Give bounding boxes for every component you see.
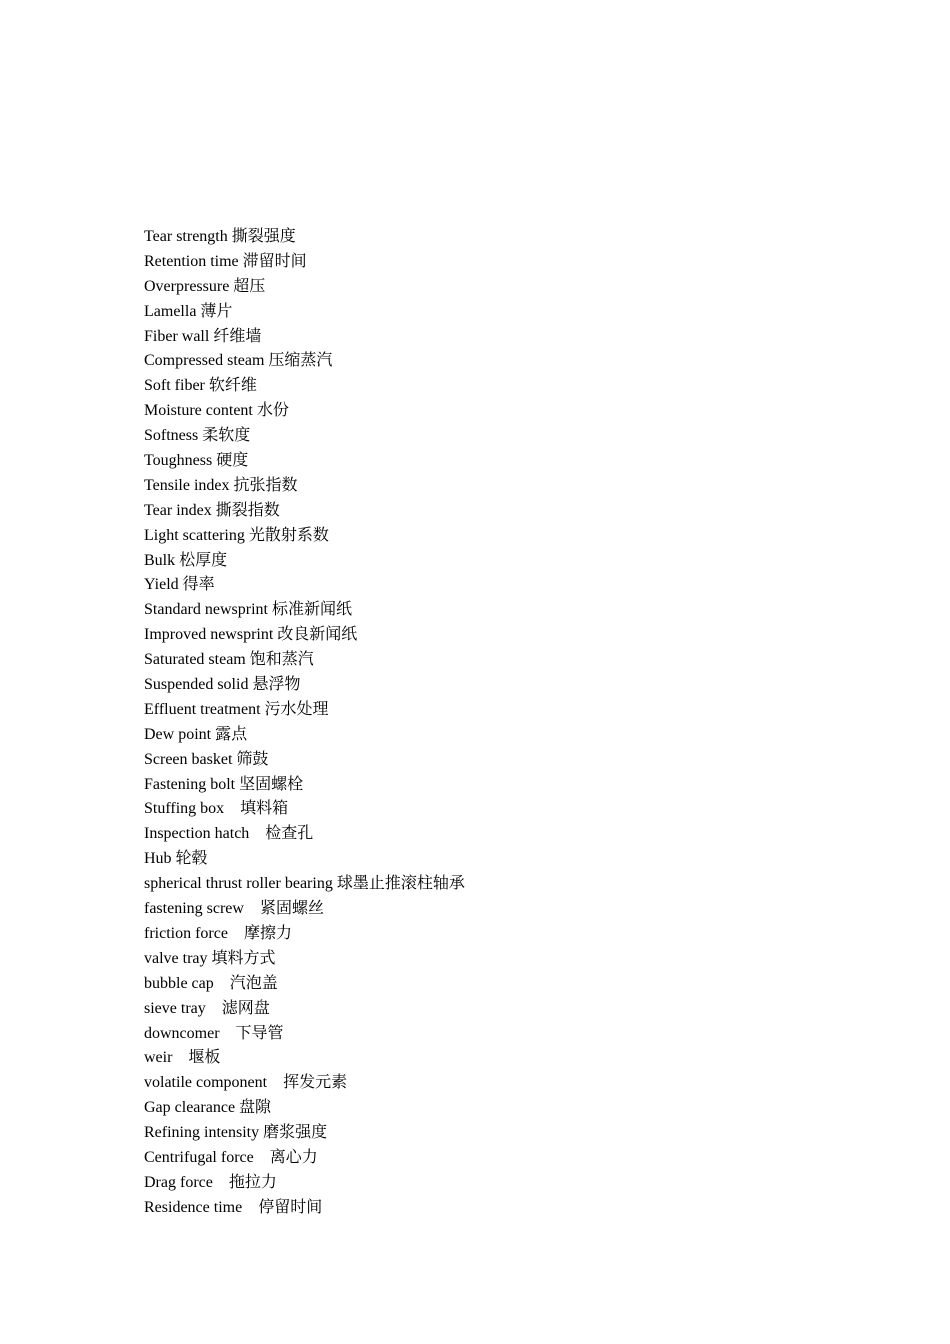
glossary-entry: Standard newsprint 标准新闻纸 bbox=[144, 601, 352, 619]
glossary-entry: Toughness 硬度 bbox=[144, 452, 249, 470]
glossary-entry: Refining intensity 磨浆强度 bbox=[144, 1124, 328, 1142]
glossary-entry: Suspended solid 悬浮物 bbox=[144, 676, 301, 694]
glossary-entry: sieve tray 滤网盘 bbox=[144, 999, 270, 1017]
glossary-entry: Compressed steam 压缩蒸汽 bbox=[144, 352, 333, 370]
glossary-entry: bubble cap 汽泡盖 bbox=[144, 974, 278, 992]
glossary-entry: Retention time 滞留时间 bbox=[144, 252, 307, 270]
glossary-entry: Hub 轮毂 bbox=[144, 850, 208, 868]
glossary-entry: Soft fiber 软纤维 bbox=[144, 377, 257, 395]
glossary-entry: Dew point 露点 bbox=[144, 725, 248, 743]
glossary-entry: Residence time 停留时间 bbox=[144, 1198, 323, 1216]
glossary-entry: weir 堰板 bbox=[144, 1049, 221, 1067]
glossary-entry: Yield 得率 bbox=[144, 576, 215, 594]
glossary-entry: Lamella 薄片 bbox=[144, 302, 233, 320]
glossary-entry: Gap clearance 盘隙 bbox=[144, 1099, 272, 1117]
glossary-entry: Fiber wall 纤维墙 bbox=[144, 327, 262, 345]
glossary-entry: downcomer 下导管 bbox=[144, 1024, 284, 1042]
glossary-entry: Screen basket 筛鼓 bbox=[144, 750, 269, 768]
glossary-entry: Moisture content 水份 bbox=[144, 402, 289, 420]
glossary-entry: Tear strength 撕裂强度 bbox=[144, 228, 296, 245]
glossary-entry: Softness 柔软度 bbox=[144, 427, 251, 445]
glossary-entry: Effluent treatment 污水处理 bbox=[144, 700, 329, 718]
glossary-entry: spherical thrust roller bearing 球墨止推滚柱轴承 bbox=[144, 875, 465, 893]
glossary-entry: Overpressure 超压 bbox=[144, 277, 266, 295]
glossary-entry: Inspection hatch 检查孔 bbox=[144, 825, 314, 843]
glossary-entry: Centrifugal force 离心力 bbox=[144, 1148, 318, 1166]
glossary-entry: Drag force 拖拉力 bbox=[144, 1173, 277, 1191]
glossary-entry: Stuffing box 填料箱 bbox=[144, 800, 289, 818]
glossary-entry: Improved newsprint 改良新闻纸 bbox=[144, 626, 358, 644]
glossary-entry: valve tray 填料方式 bbox=[144, 949, 276, 967]
glossary-entry: Fastening bolt 坚固螺栓 bbox=[144, 775, 304, 793]
glossary-entry: Bulk 松厚度 bbox=[144, 551, 228, 569]
glossary-entry: Saturated steam 饱和蒸汽 bbox=[144, 651, 314, 669]
glossary-entry: fastening screw 紧固螺丝 bbox=[144, 900, 324, 918]
glossary-entry: volatile component 挥发元素 bbox=[144, 1074, 348, 1092]
glossary-entry: Tear index 撕裂指数 bbox=[144, 501, 280, 519]
glossary-entry: friction force 摩擦力 bbox=[144, 924, 292, 942]
glossary-list bbox=[144, 225, 465, 1221]
glossary-entry: Tensile index 抗张指数 bbox=[144, 476, 298, 494]
glossary-entry: Light scattering 光散射系数 bbox=[144, 526, 329, 544]
